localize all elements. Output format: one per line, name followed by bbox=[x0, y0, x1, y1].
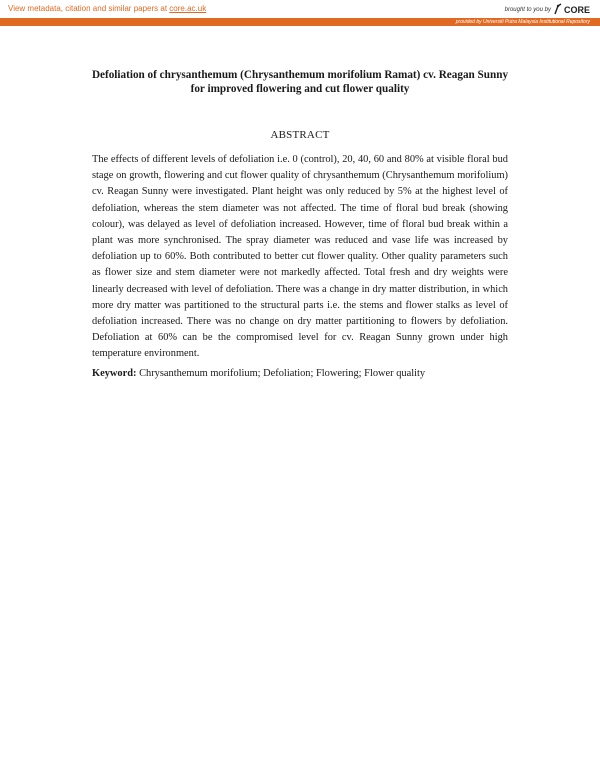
provider-text[interactable]: provided by Universiti Putra Malaysia Institutional Repository bbox=[455, 19, 590, 25]
keywords-text: Chrysanthemum morifolium; Defoliation; Flowering; Flower quality bbox=[139, 368, 426, 379]
core-branding[interactable] bbox=[505, 1, 590, 15]
core-logo-icon bbox=[553, 3, 563, 15]
core-metadata-link[interactable] bbox=[8, 4, 206, 13]
core-link-domain[interactable]: core.ac.uk bbox=[169, 4, 207, 13]
keywords-label: Keyword: bbox=[92, 368, 137, 379]
core-link-prefix[interactable]: View metadata, citation and similar papers at bbox=[8, 4, 170, 13]
abstract-text: The effects of different levels of defoliation i.e. 0 (control), 20, 40, 60 and 80% at visible floral bud stage on growth, flowering and cut flower quality of chrysanthemum (Chrysanthemum morifolium) cv. Reagan Sunny were investigated. Plant height was only reduced by 5% at the highest level of defoliation, whereas the stem diameter was not affected. The time of floral bud break (showing colour), was delayed as level of defoliation increased. However, time of floral bud break within a plant was more synchronised. The spray diameter was reduced and vase life was increased by defoliation up to 60%. Both contributed to better cut flower quality. Other quality parameters such as flower size and stem diameter were not markedly affected. Total fresh and dry weights were linearly decreased with level of defoliation. There was a change in dry matter distribution, in which more dry matter was partitioned to the structural parts i.e. the stems and flower stalks as level of defoliation increased. There was no change on dry matter partitioning to flowers by defoliation. Defoliation at 60% can be the compromised level for cv. Reagan Sunny grown under high temperature environment. bbox=[92, 154, 508, 360]
core-logo-text: CORE bbox=[563, 5, 590, 15]
paper-title bbox=[70, 68, 530, 96]
core-banner bbox=[0, 0, 600, 18]
keywords bbox=[92, 367, 508, 381]
paper-title-line-2: for improved flowering and cut flower quality bbox=[190, 83, 410, 95]
brought-by-text: brought to you by bbox=[504, 7, 551, 13]
paper-title-line-1: Defoliation of chrysanthemum (Chrysanthemum morifolium Ramat) cv. Reagan Sunny bbox=[91, 69, 509, 81]
core-logo[interactable] bbox=[553, 3, 590, 15]
abstract-heading: ABSTRACT bbox=[270, 129, 330, 141]
